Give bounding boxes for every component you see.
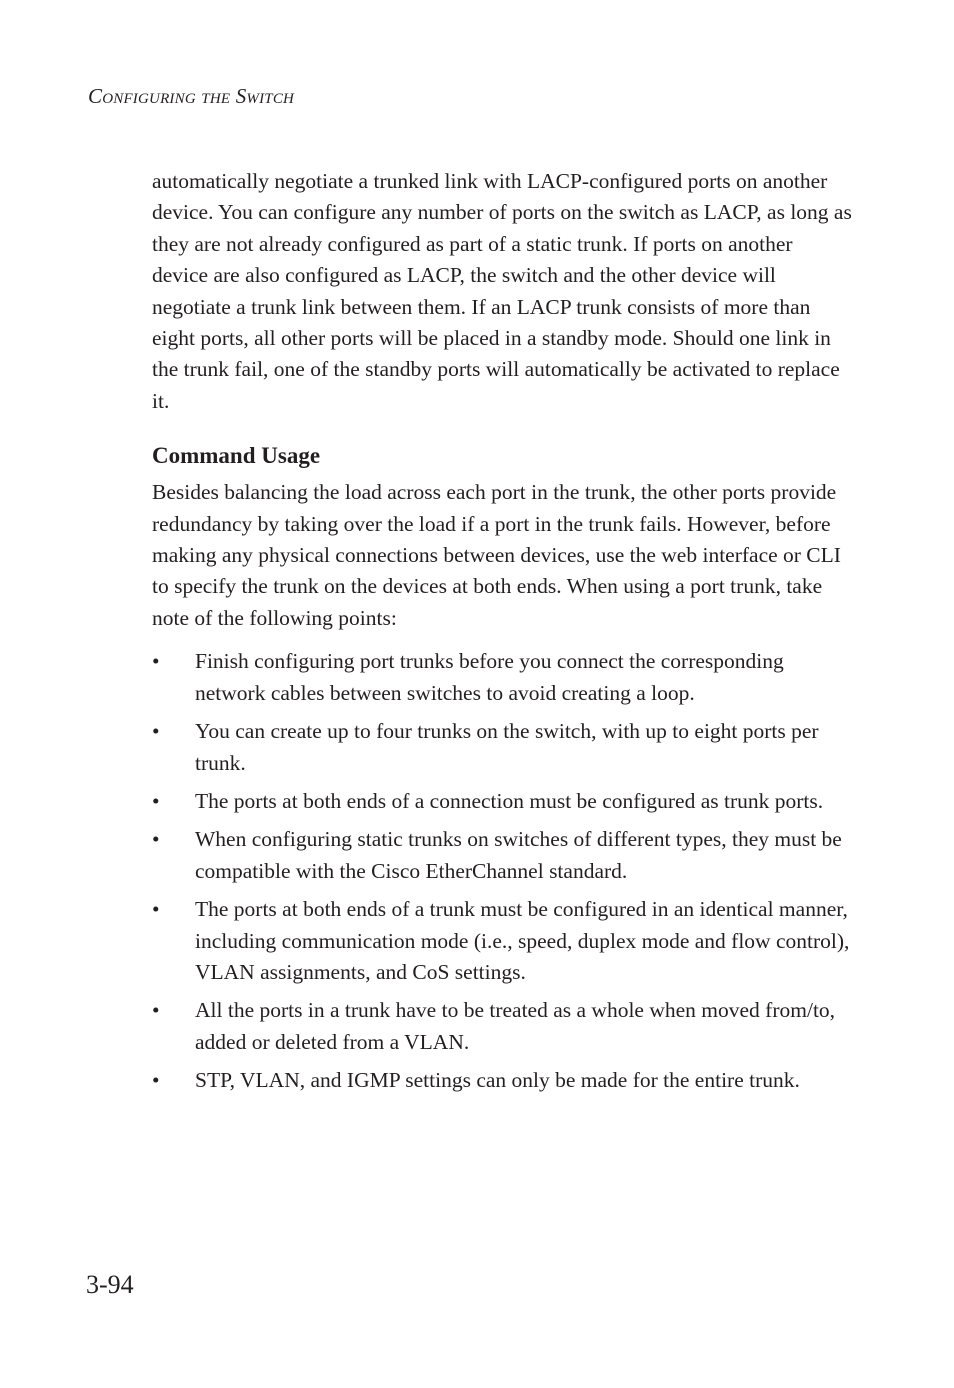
running-header: Configuring the Switch (88, 84, 295, 108)
bullet-icon: • (152, 649, 160, 674)
bullet-item (152, 824, 852, 887)
page-content (152, 166, 852, 1104)
bullet-item (152, 995, 852, 1058)
bullet-item (152, 646, 852, 709)
bullet-text: You can create up to four trunks on the switch, with up to eight ports per trunk. (195, 719, 819, 775)
bullet-text: The ports at both ends of a connection must be configured as trunk ports. (195, 788, 824, 813)
bullet-text: All the ports in a trunk have to be treated as a whole when moved from/to, added or deleted from a VLAN. (195, 998, 836, 1054)
intro-paragraph: automatically negotiate a trunked link with LACP-configured ports on another device. You can configure any number of ports on the switch as LACP, as long as they are not already configured as part of a static trunk. If ports on another device are also configured as LACP, the switch and the other device will negotiate a trunk link between them. If an LACP trunk consists of more than eight ports, all other ports will be placed in a standby mode. Should one link in the trunk fail, one of the standby ports will automatically be activated to replace it. (152, 169, 852, 413)
page-number: 3-94 (86, 1270, 134, 1299)
section-paragraph: Besides balancing the load across each port in the trunk, the other ports provide redundancy by taking over the load if a port in the trunk fails. However, before making any physical connections between devices, use the web interface or CLI to specify the trunk on the devices at both ends. When using a port trunk, take note of the following points: (152, 480, 841, 630)
bullet-text: STP, VLAN, and IGMP settings can only be made for the entire trunk. (195, 1068, 800, 1093)
bullet-item (152, 1065, 852, 1096)
bullet-icon: • (152, 719, 160, 744)
bullet-icon: • (152, 1068, 160, 1093)
bullet-item (152, 716, 852, 779)
section-heading: Command Usage (152, 443, 321, 469)
bullet-icon: • (152, 788, 160, 813)
bullet-list (152, 646, 852, 1096)
bullet-item (152, 894, 852, 988)
bullet-icon: • (152, 998, 160, 1023)
bullet-item (152, 786, 852, 817)
bullet-text: The ports at both ends of a trunk must be configured in an identical manner, including communication mode (i.e., speed, duplex mode and flow control), VLAN assignments, and CoS settings. (195, 897, 850, 984)
bullet-text: Finish configuring port trunks before you connect the corresponding network cables between switches to avoid creating a loop. (195, 649, 784, 705)
bullet-text: When configuring static trunks on switches of different types, they must be compatible with the Cisco EtherChannel standard. (195, 827, 842, 883)
bullet-icon: • (152, 897, 160, 922)
bullet-icon: • (152, 827, 160, 852)
